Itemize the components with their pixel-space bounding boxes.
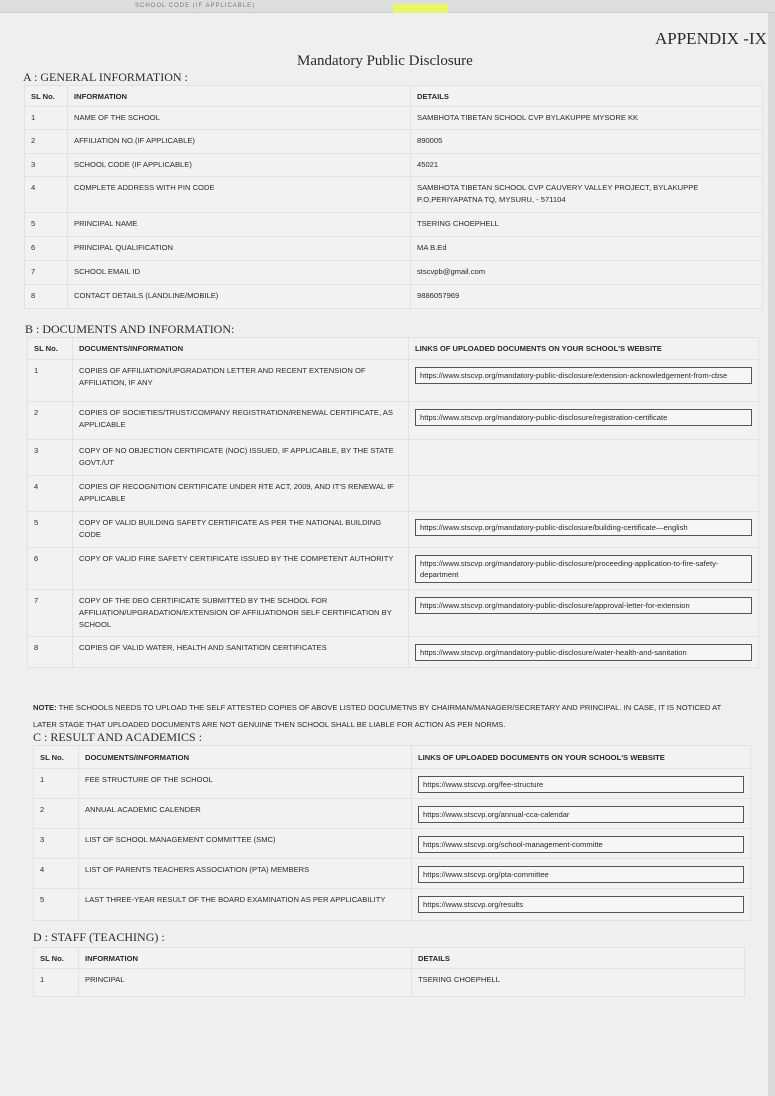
table-header-row [34, 746, 751, 769]
column-header: LINKS OF UPLOADED DOCUMENTS ON YOUR SCHOOL'S WEBSITE [412, 746, 751, 769]
sl-no-cell: 8 [25, 285, 68, 309]
info-cell: COPIES OF RECOGNITION CERTIFICATE UNDER RTE ACT, 2009, AND IT'S RENEWAL IF APPLICABLE [73, 476, 409, 512]
table-row [28, 360, 759, 402]
previous-page-text: SCHOOL CODE (IF APPLICABLE) [135, 3, 256, 9]
info-cell: COPIES OF AFFILIATION/UPGRADATION LETTER AND RECENT EXTENSION OF AFFILIATION, IF ANY [73, 360, 409, 402]
details-cell: 890005 [411, 130, 763, 154]
info-cell: COPIES OF SOCIETIES/TRUST/COMPANY REGISTRATION/RENEWAL CERTIFICATE, AS APPLICABLE [73, 402, 409, 440]
document-link[interactable]: https://www.stscvp.org/pta-committee [418, 866, 744, 883]
table-row [28, 512, 759, 548]
details-cell: TSERING CHOEPHELL [411, 213, 763, 237]
info-cell: ANNUAL ACADEMIC CALENDER [79, 799, 412, 829]
section-b-heading: B : DOCUMENTS AND INFORMATION: [25, 322, 235, 336]
document-link[interactable]: https://www.stscvp.org/mandatory-public-disclosure/registration-certificate [415, 409, 752, 426]
info-cell: PRINCIPAL QUALIFICATION [68, 237, 411, 261]
sl-no-cell: 4 [34, 859, 79, 889]
info-cell: COPY OF THE DEO CERTIFICATE SUBMITTED BY THE SCHOOL FOR AFFILIATION/UPGRADATION/EXTENSION OF AFFILIATIONOR SELF CERTIFICATION BY SCHOOL [73, 590, 409, 637]
academics-table [33, 745, 751, 921]
info-cell: NAME OF THE SCHOOL [68, 107, 411, 130]
column-header: DOCUMENTS/INFORMATION [79, 746, 412, 769]
sl-no-cell: 4 [28, 476, 73, 512]
table-row [28, 590, 759, 637]
details-cell: SAMBHOTA TIBETAN SCHOOL CVP BYLAKUPPE MYSORE KK [411, 107, 763, 130]
document-link[interactable]: https://www.stscvp.org/school-management-committe [418, 836, 744, 853]
sl-no-cell: 4 [25, 177, 68, 213]
column-header: INFORMATION [68, 86, 411, 107]
section-c-heading: C : RESULT AND ACADEMICS : [33, 730, 203, 744]
link-cell [409, 637, 759, 668]
column-header: SL No. [25, 86, 68, 107]
table-header-row [28, 338, 759, 360]
details-cell: 45021 [411, 154, 763, 177]
link-cell [412, 889, 751, 921]
details-cell: stscvpb@gmail.com [411, 261, 763, 285]
previous-page-strip [0, 0, 775, 13]
sl-no-cell: 3 [25, 154, 68, 177]
general-info-table [24, 85, 763, 309]
info-cell: SCHOOL EMAIL ID [68, 261, 411, 285]
column-header: SL No. [28, 338, 73, 360]
info-cell: PRINCIPAL NAME [68, 213, 411, 237]
sl-no-cell: 3 [34, 829, 79, 859]
table-row [34, 859, 751, 889]
table-row [34, 969, 745, 997]
link-cell [409, 512, 759, 548]
document-link[interactable]: https://www.stscvp.org/mandatory-public-disclosure/proceeding-application-to-fire-safety-department [415, 555, 752, 583]
column-header: SL No. [34, 746, 79, 769]
table-row [25, 107, 763, 130]
table-header-row [25, 86, 763, 107]
link-cell [409, 360, 759, 402]
page-title: Mandatory Public Disclosure [297, 53, 473, 69]
note-body: THE SCHOOLS NEEDS TO UPLOAD THE SELF ATTESTED COPIES OF ABOVE LISTED DOCUMETNS BY CHAIRMAN/MANAGER/SECRETARY AND PRINCIPAL. IN CASE, IT IS NOTICED AT LATER STAGE THAT UPLOADED DOCUMENTS ARE NOT GENUINE THEN SCHOOL SHALL BE LIABLE FOR ACTION AS PER NORMS. [33, 703, 722, 729]
highlight-mark [393, 4, 448, 13]
link-cell [409, 548, 759, 590]
table-row [25, 177, 763, 213]
info-cell: PRINCIPAL [79, 969, 412, 997]
appendix-label: APPENDIX -IX [655, 29, 767, 48]
document-link[interactable]: https://www.stscvp.org/mandatory-public-disclosure/water-health-and-sanitation [415, 644, 752, 661]
info-cell: COPY OF NO OBJECTION CERTIFICATE (NOC) ISSUED, IF APPLICABLE, BY THE STATE GOVT./UT [73, 440, 409, 476]
info-cell: COMPLETE ADDRESS WITH PIN CODE [68, 177, 411, 213]
link-cell [412, 829, 751, 859]
info-cell: LAST THREE-YEAR RESULT OF THE BOARD EXAMINATION AS PER APPLICABILITY [79, 889, 412, 921]
sl-no-cell: 8 [28, 637, 73, 668]
table-row [34, 769, 751, 799]
table-row [25, 237, 763, 261]
table-row [25, 213, 763, 237]
column-header: DETAILS [411, 86, 763, 107]
documents-table [27, 337, 759, 668]
sl-no-cell: 1 [25, 107, 68, 130]
document-link[interactable]: https://www.stscvp.org/fee-structure [418, 776, 744, 793]
info-cell: AFFILIATION NO.(IF APPLICABLE) [68, 130, 411, 154]
table-header-row [34, 948, 745, 969]
sl-no-cell: 6 [28, 548, 73, 590]
info-cell: FEE STRUCTURE OF THE SCHOOL [79, 769, 412, 799]
sl-no-cell: 5 [28, 512, 73, 548]
sl-no-cell: 6 [25, 237, 68, 261]
sl-no-cell: 1 [34, 969, 79, 997]
document-link[interactable]: https://www.stscvp.org/mandatory-public-disclosure/building-certificate—english [415, 519, 752, 536]
table-row [28, 548, 759, 590]
details-cell: TSERING CHOEPHELL [412, 969, 745, 997]
table-row [34, 829, 751, 859]
sl-no-cell: 1 [28, 360, 73, 402]
details-cell: MA B.Ed [411, 237, 763, 261]
sl-no-cell: 2 [34, 799, 79, 829]
column-header: SL No. [34, 948, 79, 969]
sl-no-cell: 7 [28, 590, 73, 637]
table-row [28, 440, 759, 476]
column-header: LINKS OF UPLOADED DOCUMENTS ON YOUR SCHOOL'S WEBSITE [409, 338, 759, 360]
info-cell: SCHOOL CODE (IF APPLICABLE) [68, 154, 411, 177]
table-row [28, 476, 759, 512]
page-edge [768, 13, 775, 1096]
details-cell: SAMBHOTA TIBETAN SCHOOL CVP CAUVERY VALLEY PROJECT, BYLAKUPPE P.O,PERIYAPATNA TQ, MYSURU, - 571104 [411, 177, 763, 213]
table-row [25, 261, 763, 285]
column-header: INFORMATION [79, 948, 412, 969]
column-header: DETAILS [412, 948, 745, 969]
link-cell [409, 590, 759, 637]
info-cell: COPY OF VALID BUILDING SAFETY CERTIFICATE AS PER THE NATIONAL BUILDING CODE [73, 512, 409, 548]
sl-no-cell: 5 [34, 889, 79, 921]
section-d-heading: D : STAFF (TEACHING) : [33, 930, 165, 944]
sl-no-cell: 2 [25, 130, 68, 154]
link-cell [412, 769, 751, 799]
link-cell [409, 476, 759, 512]
section-a-heading: A : GENERAL INFORMATION : [23, 70, 188, 84]
table-row [34, 799, 751, 829]
document-link[interactable]: https://www.stscvp.org/mandatory-public-disclosure/extension-acknowledgement-from-cbse [415, 367, 752, 384]
staff-table [33, 947, 745, 997]
link-cell [412, 859, 751, 889]
note-text [33, 699, 743, 733]
table-row [25, 130, 763, 154]
info-cell: LIST OF PARENTS TEACHERS ASSOCIATION (PTA) MEMBERS [79, 859, 412, 889]
document-link[interactable]: https://www.stscvp.org/results [418, 896, 744, 913]
sl-no-cell: 7 [25, 261, 68, 285]
sl-no-cell: 5 [25, 213, 68, 237]
details-cell: 9886057969 [411, 285, 763, 309]
table-row [28, 402, 759, 440]
info-cell: LIST OF SCHOOL MANAGEMENT COMMITTEE (SMC) [79, 829, 412, 859]
table-row [34, 889, 751, 921]
sl-no-cell: 1 [34, 769, 79, 799]
column-header: DOCUMENTS/INFORMATION [73, 338, 409, 360]
info-cell: COPIES OF VALID WATER, HEALTH AND SANITATION CERTIFICATES [73, 637, 409, 668]
link-cell [409, 402, 759, 440]
sl-no-cell: 3 [28, 440, 73, 476]
link-cell [412, 799, 751, 829]
link-cell [409, 440, 759, 476]
note-label: NOTE: [33, 703, 57, 712]
sl-no-cell: 2 [28, 402, 73, 440]
table-row [25, 154, 763, 177]
info-cell: COPY OF VALID FIRE SAFETY CERTIFICATE ISSUED BY THE COMPETENT AUTHORITY [73, 548, 409, 590]
table-row [28, 637, 759, 668]
info-cell: CONTACT DETAILS (LANDLINE/MOBILE) [68, 285, 411, 309]
table-row [25, 285, 763, 309]
document-link[interactable]: https://www.stscvp.org/mandatory-public-disclosure/approval-letter-for-extension [415, 597, 752, 614]
document-link[interactable]: https://www.stscvp.org/annual-cca-calendar [418, 806, 744, 823]
